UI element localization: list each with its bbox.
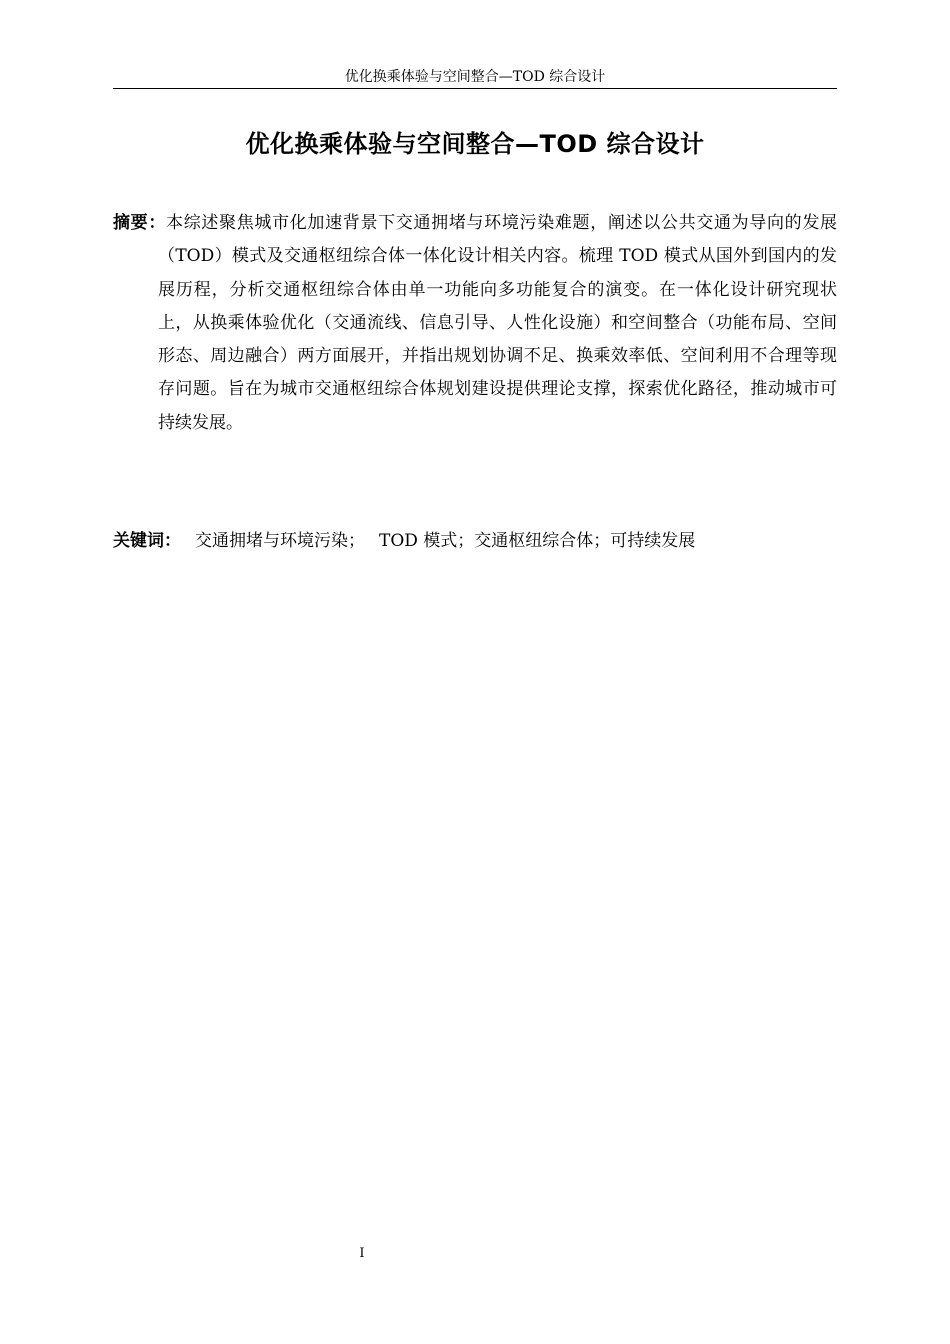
keyword-group-2: TOD 模式；交通枢纽综合体；可持续发展 [379,531,696,551]
abstract-text: 本综述聚焦城市化加速背景下交通拥堵与环境污染难题，阐述以公共交通为导向的发展（TOD）模式及交通枢纽综合体一体化设计相关内容。梳理 TOD 模式从国外到国内的发展历程，分析交通枢纽综合体由单一功能向多功能复合的演变。在一体化设计研究现状上，从换乘体验优化（交通流线、信息引导、人性化设施）和空间整合（功能布局、空间形态、周边融合）两方面展开，并指出规划协调不足、换乘效率低、空间利用不合理等现存问题。旨在为城市交通枢纽综合体规划建设提供理论支撑，探索优化路径，推动城市可持续发展。 [158,213,838,433]
abstract-label: 摘要： [113,213,167,233]
header-divider [113,88,837,89]
keywords-line [113,525,837,558]
keyword-group-1: 交通拥堵与环境污染； [195,531,365,551]
document-title: 优化换乘体验与空间整合—TOD 综合设计 [245,130,705,158]
keywords-label: 关键词： [113,531,181,551]
abstract-paragraph [113,207,837,440]
running-header: 优化换乘体验与空间整合—TOD 综合设计 [344,69,606,85]
page-number: I [359,1246,365,1261]
